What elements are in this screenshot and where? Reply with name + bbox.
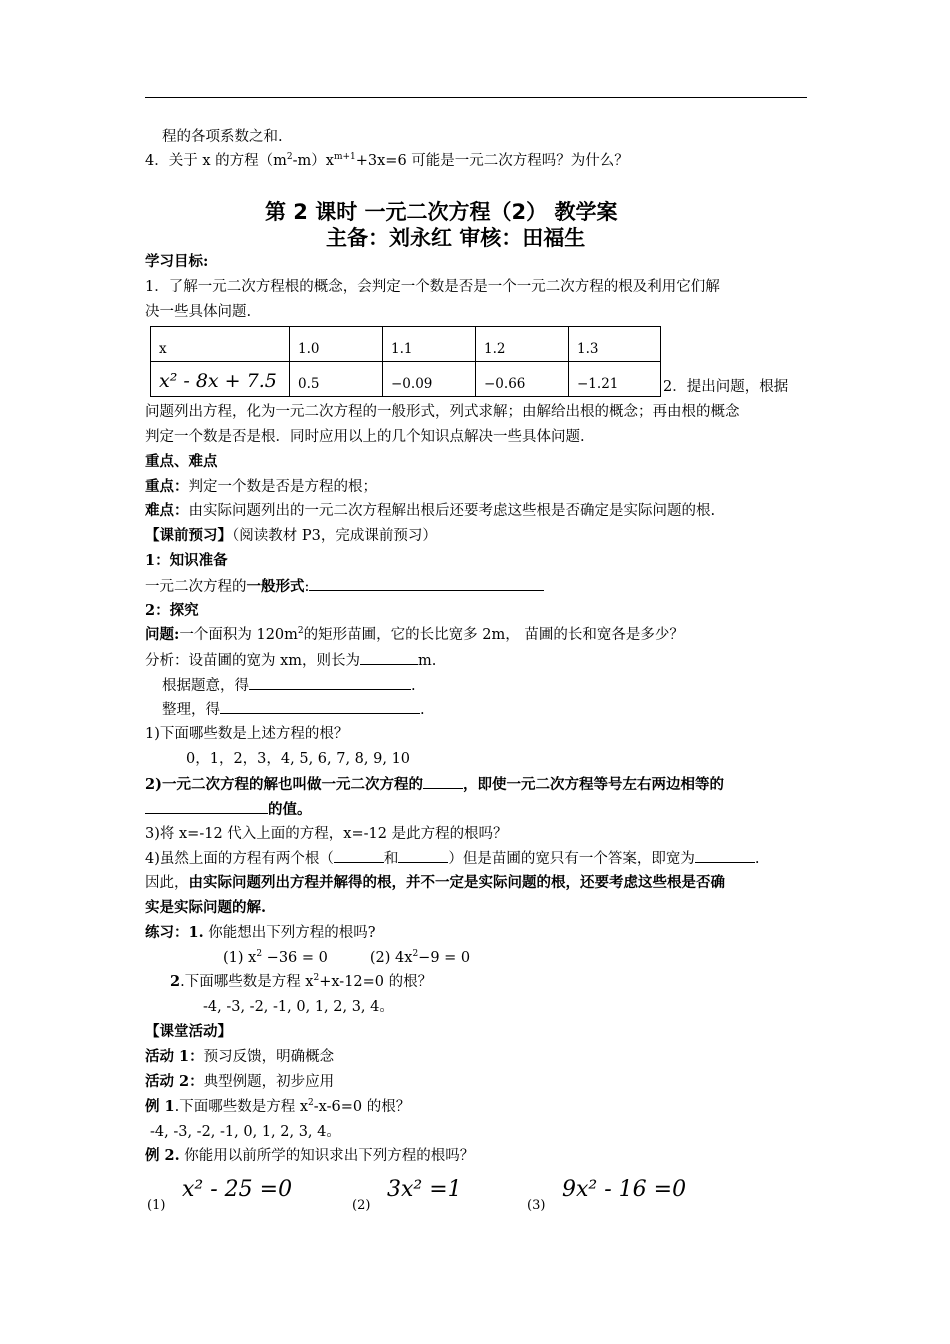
- example-2-label-1: (1): [147, 1198, 166, 1213]
- conclusion-b: 实是实际问题的解.: [145, 899, 267, 916]
- general-form-line: 一元二次方程的一般形式:: [145, 576, 544, 597]
- activity-1: 活动 1：预习反馈，明确概念: [145, 1048, 335, 1065]
- objective-2b: 问题列出方程，化为一元二次方程的一般形式，列式求解；由解给出根的概念；再由根的概念: [145, 404, 740, 420]
- answer-blank[interactable]: [249, 675, 411, 690]
- lesson-title: 第 2 课时 一元二次方程（2） 教学案: [265, 200, 618, 224]
- conclusion-a: 因此，由实际问题列出方程并解得的根，并不一定是实际问题的根，还要考虑这些根是否确: [145, 874, 725, 891]
- table-cell: [151, 362, 290, 397]
- answer-blank[interactable]: [309, 576, 544, 591]
- question-2a: 2)一元二次方程的解也叫做一元二次方程的 ，即使一元二次方程等号左右两边相等的: [145, 776, 724, 793]
- problem-line: 问题:一个面积为 $120m^2$的矩形苗圃，它的长比宽多 2m， 苗圃的长和宽各是多少？: [145, 626, 684, 643]
- knowledge-prep-heading: 1：知识准备: [145, 552, 228, 569]
- example-2: 例 2. 你能用以前所学的知识求出下列方程的根吗？: [145, 1147, 475, 1164]
- table-row: [151, 327, 661, 362]
- question-4-explore: 4)虽然上面的方程有两个根（ 和 ）但是苗圃的宽只有一个答案，即宽为 .: [145, 848, 760, 869]
- example-1-numbers: -4, -3, -2, -1, 0, 1, 2, 3, 4。: [150, 1124, 341, 1140]
- header-rule: [145, 97, 807, 98]
- table-cell: x: [151, 327, 290, 362]
- answer-blank[interactable]: [334, 848, 384, 863]
- classroom-heading: 【课堂活动】: [145, 1023, 232, 1040]
- practice-1-equations: (1) $x^2 -36 = 0$ (2) $4x^2-9 = 0$: [223, 949, 471, 966]
- objective-2c: 判定一个数是否是根．同时应用以上的几个知识点解决一些具体问题.: [145, 429, 585, 445]
- key-point: 重点：判定一个数是否是方程的根；: [145, 478, 377, 495]
- question-2b: 的值。: [145, 799, 312, 820]
- answer-blank[interactable]: [145, 799, 268, 814]
- objectives-heading: 学习目标:: [145, 253, 209, 270]
- table-cell: 0.5: [290, 362, 383, 397]
- objective-1b: 决一些具体问题.: [145, 304, 252, 320]
- objective-2a: 2．提出问题，根据: [663, 379, 789, 395]
- answer-blank[interactable]: [423, 774, 463, 789]
- example-2-equation-1: x² - 25 =0: [182, 1177, 293, 1202]
- table-cell: 1.0: [290, 327, 383, 362]
- answer-blank[interactable]: [398, 848, 448, 863]
- question-3: 3)将 x=-12 代入上面的方程，x=-12 是此方程的根吗？: [145, 826, 508, 842]
- analysis-line: 分析：设苗圃的宽为 xm，则长为 m.: [145, 650, 436, 671]
- activity-2: 活动 2：典型例题，初步应用: [145, 1073, 335, 1090]
- table-row: [151, 362, 661, 397]
- question-4: 4．关于 x 的方程$(m^2-m)x^{m+1}+3x=6$ 可能是一元二次方程吗？为什么？: [145, 152, 629, 169]
- question-1: 1)下面哪些数是上述方程的根？: [145, 726, 349, 742]
- hard-point: 难点：由实际问题列出的一元二次方程解出根后还要考虑这些根是否确定是实际问题的根.: [145, 502, 716, 519]
- equation-line: 根据题意，得 .: [162, 675, 416, 696]
- question-1-numbers: 0，1，2，3，4, 5, 6, 7, 8, 9, 10: [186, 751, 411, 767]
- simplify-line: 整理，得 .: [162, 699, 425, 720]
- table-cell: 1.2: [476, 327, 569, 362]
- table-cell: −0.09: [383, 362, 476, 397]
- key-points-heading: 重点、难点: [145, 453, 218, 470]
- example-1: 例 1.下面哪些数是方程 $x^2-x-6=0$ 的根？: [145, 1098, 411, 1115]
- preview-heading: 【课前预习】（阅读教材 P3，完成课前预习）: [145, 527, 437, 544]
- answer-blank[interactable]: [220, 699, 420, 714]
- example-2-label-2: (2): [352, 1198, 371, 1213]
- example-2-equation-3: 9x² - 16 =0: [562, 1177, 687, 1202]
- lesson-authors: 主备：刘永红 审核：田福生: [326, 226, 586, 250]
- practice-2: 2.下面哪些数是方程 $x^2+x-12=0$ 的根？: [170, 973, 433, 990]
- explore-heading: 2：探究: [145, 602, 199, 619]
- table-cell: −0.66: [476, 362, 569, 397]
- example-2-label-3: (3): [527, 1198, 546, 1213]
- quadratic-expression: x² - 8x + 7.5: [159, 370, 277, 392]
- practice-2-numbers: -4, -3, -2, -1, 0, 1, 2, 3, 4。: [203, 999, 394, 1015]
- answer-blank[interactable]: [360, 650, 418, 665]
- practice-1: 练习：1. 你能想出下列方程的根吗?: [145, 924, 376, 941]
- value-table: [150, 326, 661, 397]
- continued-line: 程的各项系数之和.: [162, 129, 283, 145]
- answer-blank[interactable]: [695, 848, 755, 863]
- example-2-equation-2: 3x² =1: [387, 1177, 462, 1202]
- table-cell: −1.21: [569, 362, 661, 397]
- objective-1a: 1．了解一元二次方程根的概念，会判定一个数是否是一个一元二次方程的根及利用它们解: [145, 279, 720, 295]
- table-cell: 1.3: [569, 327, 661, 362]
- table-cell: 1.1: [383, 327, 476, 362]
